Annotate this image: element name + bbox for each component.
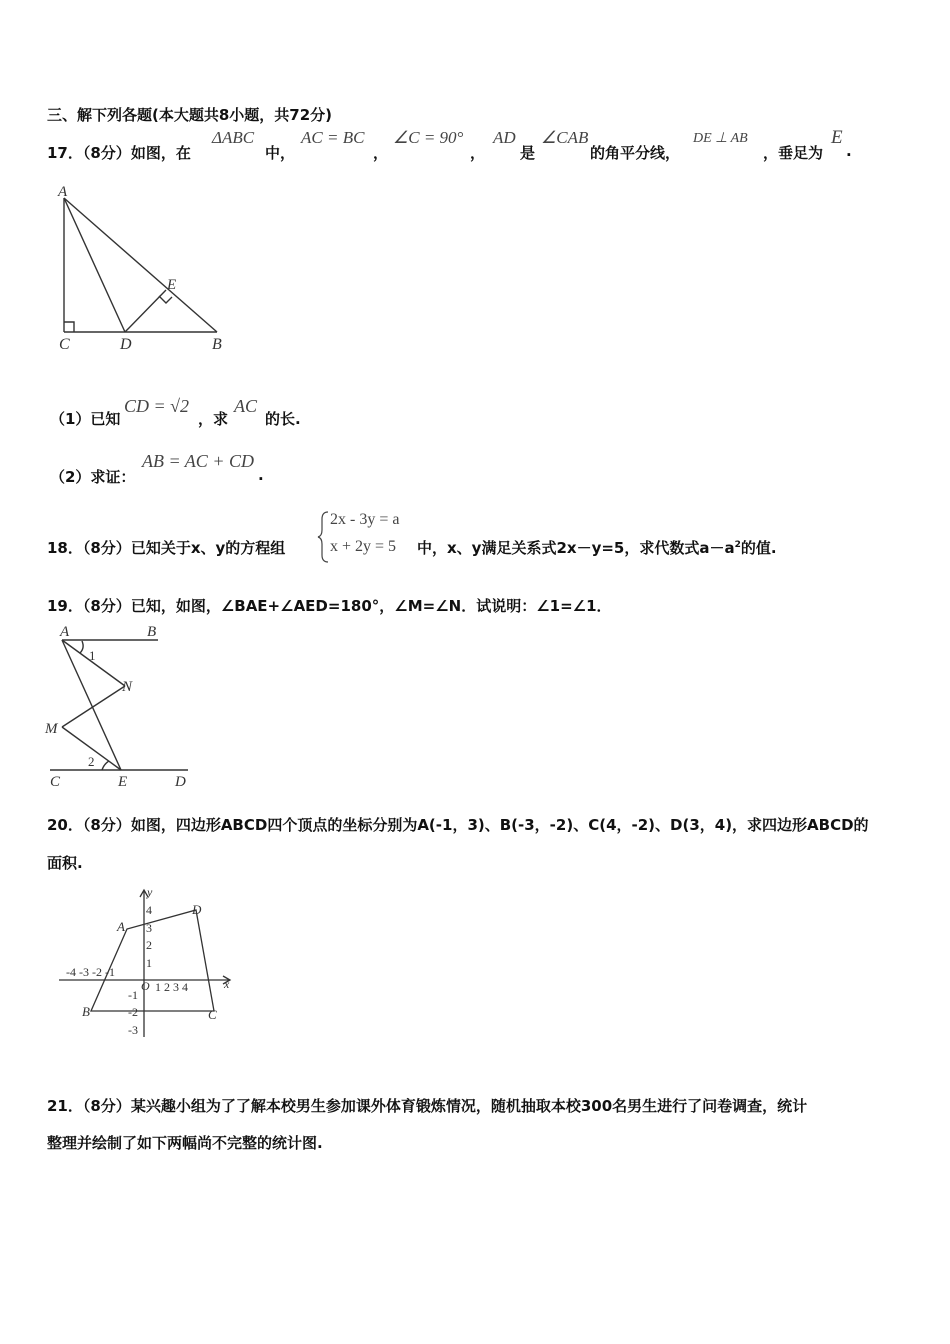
q17-math-ad: AD: [493, 128, 516, 147]
q19-text: 已知，如图，∠BAE+∠AED=180°，∠M=∠N．试说明：∠1=∠1．: [130, 597, 612, 615]
q20-ytick-neg1: -1: [128, 988, 138, 1002]
q18-equation-1: 2x - 3y = a: [330, 511, 400, 528]
q17-math-angle-c: ∠C = 90°: [393, 128, 464, 147]
q18-text-2: 中，x、y满足关系式2x－y=5，求代数式a－a: [417, 539, 735, 557]
q17-label-a: A: [58, 184, 68, 200]
q17-part1-math-ac: AC: [234, 396, 258, 416]
q17-text-3: 是: [520, 144, 536, 162]
q17-score: （8分）: [82, 144, 131, 162]
q20-xticks-negative: -4 -3 -2 -1: [66, 965, 115, 979]
q17-math-angle-cab: ∠CAB: [541, 128, 589, 147]
q17-line: [47, 142, 191, 163]
q18-equation-2: x + 2y = 5: [330, 538, 397, 555]
q17-comma-1: ，: [373, 144, 389, 162]
q19-label-d: D: [175, 774, 186, 790]
q21-score: （8分）: [82, 1097, 131, 1115]
q20-ytick-3: 3: [146, 921, 152, 935]
q20-label-c: C: [208, 1007, 217, 1022]
q17-part1-text-2: 的长.: [265, 410, 301, 428]
q17-label-c: C: [59, 336, 70, 353]
q19-figure: [40, 620, 200, 792]
q19-label-e: E: [118, 774, 128, 790]
q17-label-d: D: [120, 336, 132, 353]
q19-label-b: B: [147, 624, 157, 640]
q20-ytick-4: 4: [146, 903, 152, 917]
q19-number: 19．: [47, 597, 83, 615]
q19-angle-1: 1: [89, 648, 96, 663]
q19-label-a: A: [60, 624, 70, 640]
q17-part1-text: ，求: [198, 410, 229, 428]
q20-xticks-positive: 1 2 3 4: [155, 980, 188, 994]
q18-text-3: 的值.: [740, 539, 777, 557]
q19-angle-2: 2: [88, 754, 95, 769]
q18-text-1: 已知关于x、y的方程组: [130, 539, 286, 557]
q19-label-n: N: [122, 679, 133, 695]
q17-math-de-perp-ab: DE ⊥ AB: [693, 131, 748, 146]
q17-comma-2: ，: [470, 144, 486, 162]
q20-origin: O: [141, 979, 150, 993]
q17-text-4: 的角平分线，: [590, 144, 681, 162]
q20-label-b: B: [82, 1004, 90, 1019]
q20-figure: [55, 885, 245, 1045]
q20-axis-y: y: [147, 885, 153, 899]
q20-ytick-neg3: -3: [128, 1023, 138, 1037]
q18-brace: [318, 510, 330, 564]
q18-line-start: [47, 537, 285, 558]
q17-math-e: E: [831, 127, 843, 148]
q21-line-1: [47, 1095, 807, 1116]
q20-label-d: D: [192, 902, 202, 917]
q17-part1-math-cd: CD = √2: [124, 396, 190, 416]
q18-number: 18．: [47, 539, 83, 557]
q20-score: （8分）: [82, 816, 131, 834]
q18-text-2-wrap: [417, 537, 777, 558]
q20-number: 20．: [47, 816, 83, 834]
q20-line-1: [47, 814, 869, 835]
section-heading: 三、解下列各题(本大题共8小题，共72分): [47, 106, 333, 124]
q18-score: （8分）: [82, 539, 131, 557]
q17-end: .: [846, 142, 852, 160]
q17-part2-label: （2）求证：: [50, 468, 136, 486]
q20-label-a: A: [117, 919, 125, 934]
q17-text-2: 中，: [265, 144, 296, 162]
q19-label-m: M: [45, 721, 58, 737]
q17-part1-label: （1）已知: [50, 410, 121, 428]
q20-axis-x: x: [224, 977, 230, 991]
q21-number: 21．: [47, 1097, 83, 1115]
q20-ytick-2: 2: [146, 938, 152, 952]
q17-math-ac-bc: AC = BC: [301, 128, 365, 147]
q19-score: （8分）: [82, 597, 131, 615]
q20-line-2: 面积.: [47, 854, 83, 872]
q17-number: 17．: [47, 144, 83, 162]
q17-figure: [45, 180, 245, 355]
q18-exponent: 2: [734, 540, 741, 550]
q19-line: [47, 595, 612, 616]
q17-text-5: ，垂足为: [763, 144, 824, 162]
q20-text-1: 如图，四边形ABCD四个顶点的坐标分别为A(-1，3)、B(-3，-2)、C(4，-2)、D(3，4)，求四边形ABCD的: [130, 816, 869, 834]
q17-math-triangle: ΔABC: [212, 128, 255, 147]
q17-label-b: B: [212, 336, 222, 353]
q20-ytick-neg2: -2: [128, 1005, 138, 1019]
q21-line-2: 整理并绘制了如下两幅尚不完整的统计图.: [47, 1134, 323, 1152]
q17-text-1: 如图，在: [130, 144, 191, 162]
q20-ytick-1: 1: [146, 956, 152, 970]
q17-part2-math: AB = AC + CD: [142, 451, 254, 471]
q17-label-e: E: [167, 277, 177, 293]
q17-part2-end: .: [258, 466, 264, 484]
q21-text-1: 某兴趣小组为了了解本校男生参加课外体育锻炼情况，随机抽取本校300名男生进行了问卷调查，统计: [130, 1097, 808, 1115]
q19-label-c: C: [50, 774, 61, 790]
